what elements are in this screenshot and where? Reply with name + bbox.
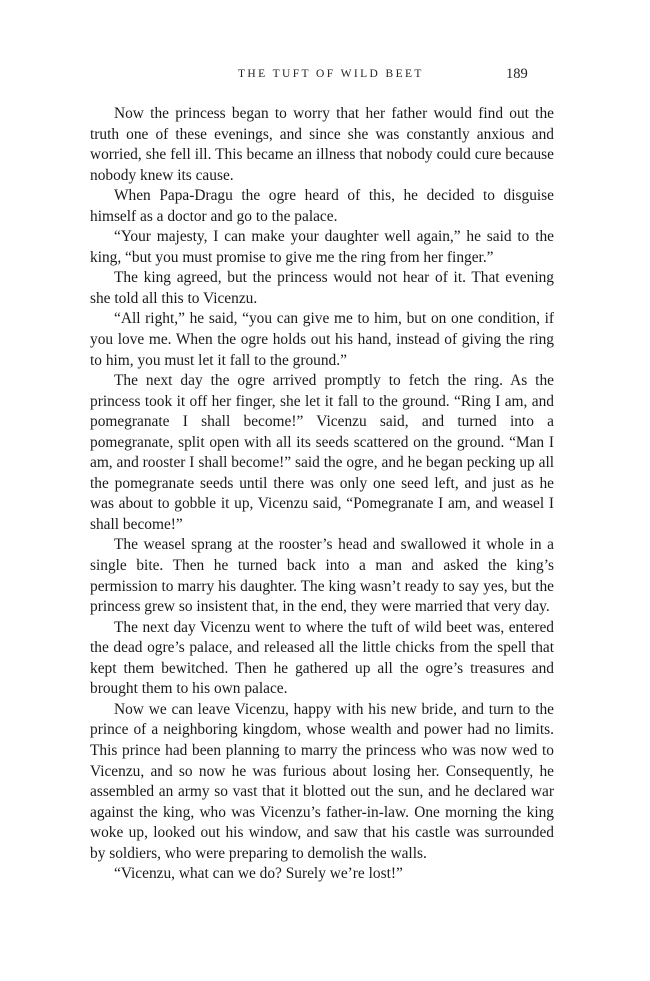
paragraph: The next day the ogre arrived promptly to fetch the ring. As the princess took it off her finger, she let it fall to the ground. “Ring I am, and pomegranate I shall become!” Vicenzu said, and turned into a pomegranate, split open with all its seeds scattered on the ground. “Man I am, and rooster I shall become!” said the ogre, and he began pecking up all the pomegranate seeds until there was only one seed left, and just as he was about to gobble it up, Vicenzu said, “Pomegranate I am, and weasel I shall become!” (90, 372, 554, 533)
running-head (0, 68, 650, 84)
body-text (90, 104, 554, 885)
running-title: THE TUFT OF WILD BEET (238, 68, 424, 80)
paragraph: The next day Vicenzu went to where the tuft of wild beet was, entered the dead ogre’s palace, and released all the little chicks from the spell that kept them bewitched. Then he gathered up all the ogre’s treasures and brought them to his own palace. (90, 618, 554, 698)
paragraph: “Your majesty, I can make your daughter well again,” he said to the king, “but you must promise to give me the ring from her finger.” (90, 228, 554, 266)
paragraph: The weasel sprang at the rooster’s head and swallowed it whole in a single bite. Then he turned back into a man and asked the king’s permission to marry his daughter. The king wasn’t ready to say yes, but the princess grew so insistent that, in the end, they were married that very day. (90, 536, 554, 616)
paragraph: Now the princess began to worry that her father would find out the truth one of these evenings, and since she was constantly anxious and worried, she fell ill. This became an illness that nobody could cure because nobody knew its cause. (90, 105, 554, 184)
page-number: 189 (506, 66, 528, 82)
paragraph: The king agreed, but the princess would not hear of it. That evening she told all this to Vicenzu. (90, 269, 554, 307)
paragraph: “All right,” he said, “you can give me to him, but on one condition, if you love me. When the ogre holds out his hand, instead of giving the ring to him, you must let it fall to the ground.” (90, 310, 554, 369)
paragraph: “Vicenzu, what can we do? Surely we’re lost!” (114, 865, 403, 883)
paragraph: When Papa-Dragu the ogre heard of this, he decided to disguise himself as a doctor and go to the palace. (90, 187, 554, 225)
paragraph: Now we can leave Vicenzu, happy with his new bride, and turn to the prince of a neighboring kingdom, whose wealth and power had no limits. This prince had been planning to marry the princess who was now wed to Vicenzu, and so now he was furious about losing her. Consequently, he assembled an army so vast that it blotted out the sun, and he declared war against the king, who was Vicenzu’s father-in-law. One morning the king woke up, looked out his window, and saw that his castle was surrounded by soldiers, who were preparing to demolish the walls. (90, 700, 554, 862)
